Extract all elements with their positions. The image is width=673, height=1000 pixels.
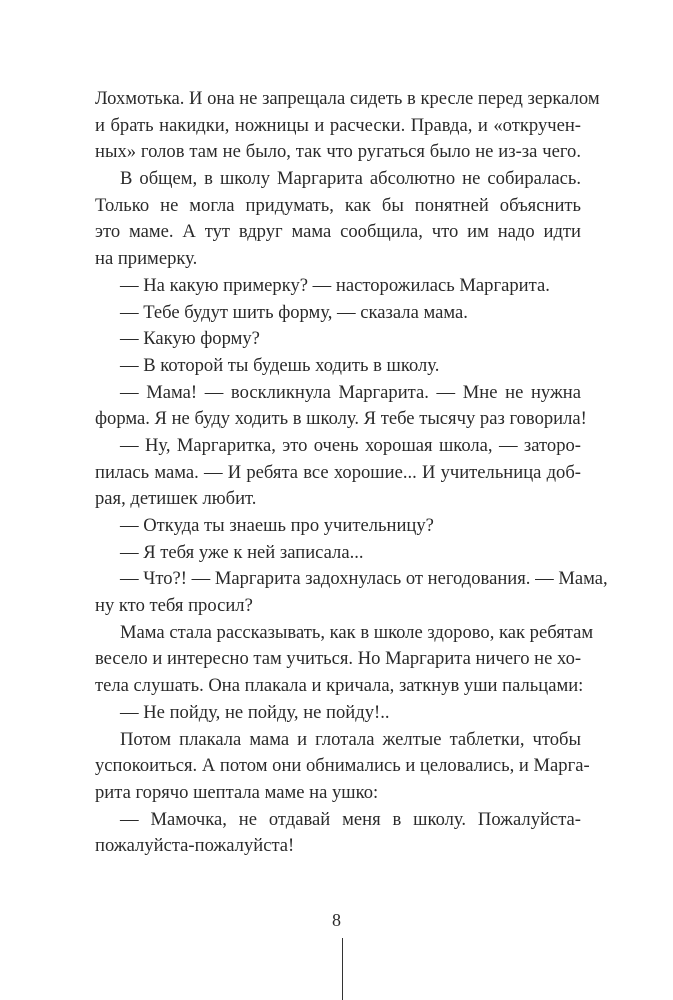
page-number: 8 bbox=[332, 910, 341, 930]
text-line: — Что?! — Маргарита задохнулась от негодования. — Мама, bbox=[120, 568, 608, 590]
text-line: — Какую форму? bbox=[120, 328, 260, 350]
text-line: пожалуйста-пожалуйста! bbox=[95, 835, 295, 857]
text-line: В общем, в школу Маргарита абсолютно не собиралась. bbox=[120, 168, 581, 190]
text-line: — Мамочка, не отдавай меня в школу. Пожалуйста- bbox=[120, 808, 581, 830]
text-line: ных» голов там не было, так что ругаться было не из-за чего. bbox=[95, 141, 581, 163]
text-line: — Ну, Маргаритка, это очень хорошая школа, — заторо- bbox=[120, 434, 581, 456]
text-line: форма. Я не буду ходить в школу. Я тебе тысячу раз говорила! bbox=[95, 408, 587, 430]
text-line: и брать накидки, ножницы и расчески. Правда, и «откручен- bbox=[95, 114, 581, 136]
text-line: — Тебе будут шить форму, — сказала мама. bbox=[120, 301, 468, 323]
text-line: — Не пойду, не пойду, не пойду!.. bbox=[120, 701, 390, 723]
text-line: Мама стала рассказывать, как в школе здорово, как ребятам bbox=[120, 621, 594, 643]
text-line: успокоиться. А потом они обнимались и целовались, и Марга- bbox=[95, 755, 590, 777]
page-number-rule bbox=[342, 938, 343, 1000]
text-line: — В которой ты будешь ходить в школу. bbox=[120, 354, 440, 376]
text-line: — Мама! — воскликнула Маргарита. — Мне не нужна bbox=[120, 381, 581, 403]
text-line: весело и интересно там учиться. Но Маргарита ничего не хо- bbox=[95, 648, 582, 670]
text-line: на примерку. bbox=[95, 248, 198, 270]
text-line: рая, детишек любит. bbox=[95, 488, 257, 510]
text-line: — Откуда ты знаешь про учительницу? bbox=[120, 515, 434, 536]
text-line: Лохмотька. И она не запрещала сидеть в кресле перед зеркалом bbox=[95, 88, 600, 109]
text-line: пилась мама. — И ребята все хорошие... И учительница доб- bbox=[95, 461, 581, 483]
text-line: Потом плакала мама и глотала желтые таблетки, чтобы bbox=[120, 728, 581, 750]
text-line: — На какую примерку? — насторожилась Маргарита. bbox=[120, 274, 550, 296]
text-line: Только не могла придумать, как бы понятней объяснить bbox=[95, 194, 581, 216]
text-line: это маме. А тут вдруг мама сообщила, что им надо идти bbox=[95, 221, 581, 243]
text-line: рита горячо шептала маме на ушко: bbox=[95, 781, 379, 803]
text-line: — Я тебя уже к ней записала... bbox=[120, 541, 364, 563]
text-line: ну кто тебя просил? bbox=[95, 595, 253, 617]
body-text bbox=[95, 86, 608, 860]
text-line: тела слушать. Она плакала и кричала, заткнув уши пальцами: bbox=[95, 675, 584, 697]
